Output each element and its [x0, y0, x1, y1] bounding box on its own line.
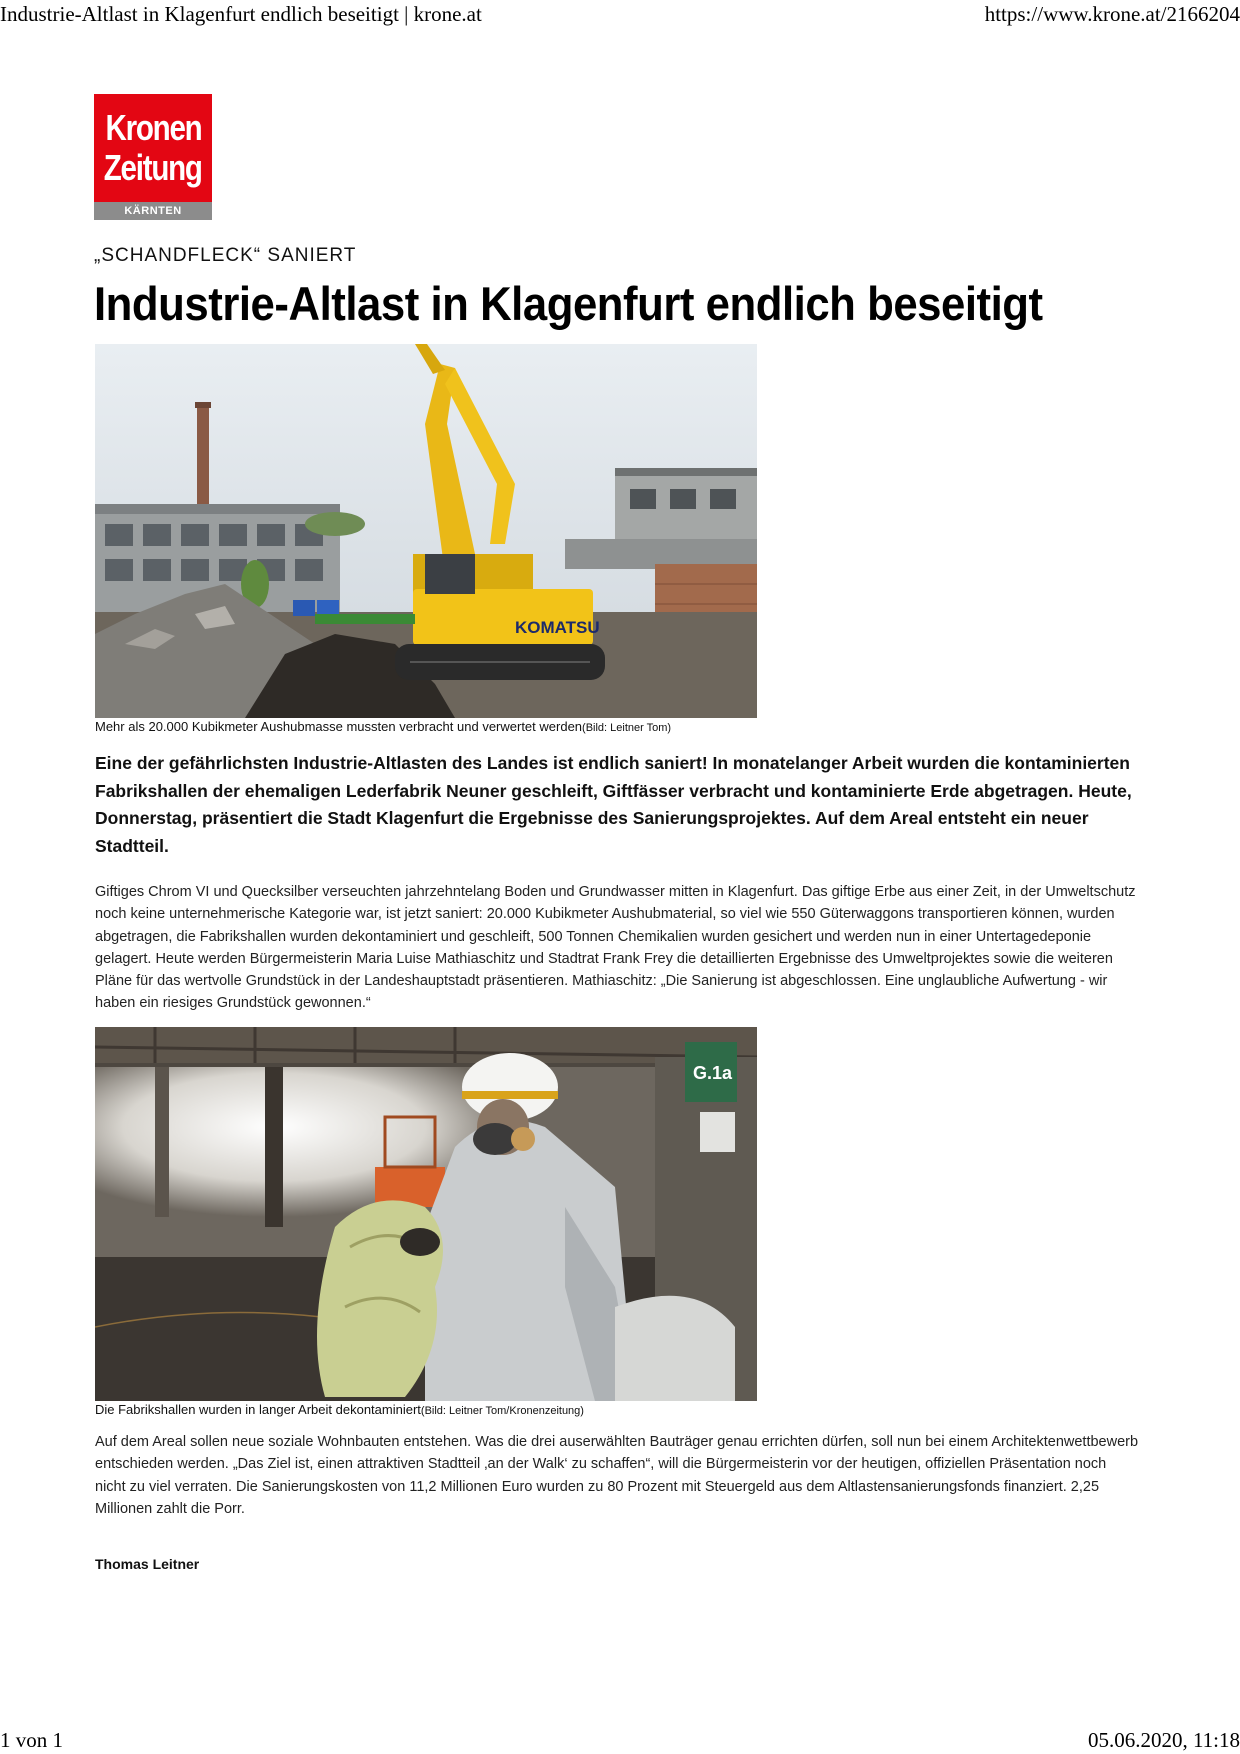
- image-caption-2: [95, 1402, 584, 1417]
- article-kicker: „SCHANDFLECK“ SANIERT: [94, 245, 357, 266]
- kronen-zeitung-logo[interactable]: [94, 94, 212, 220]
- caption-text: Mehr als 20.000 Kubikmeter Aushubmasse mussten verbracht und verwertet werden: [95, 719, 583, 734]
- wall-sign-text: G.1a: [693, 1063, 733, 1083]
- article-paragraph-2: Auf dem Areal sollen neue soziale Wohnbauten entstehen. Was die drei auserwählten Bauträger genau errichten dürfen, soll nun bei einem Architektenwettbewerb entschieden werden. „Das Ziel ist, einen attraktiven Stadtteil ‚an der Walk‘ zu schaffen“, will die Bürgermeisterin vor der heutigen, offiziellen Präsentation noch nicht zu viel verraten. Die Sanierungskosten von 11,2 Millionen Euro wurden zu 80 Prozent mit Steuergeld aus dem Altlastensanierungsfonds finanziert. 2,25 Millionen zahlt die Porr.: [95, 1434, 1139, 1517]
- caption-text: Die Fabrikshallen wurden in langer Arbeit dekontaminiert: [95, 1402, 421, 1417]
- logo-line-1: Kronen: [105, 107, 201, 148]
- article-author[interactable]: Thomas Leitner: [95, 1556, 200, 1572]
- print-footer-datetime: 05.06.2020, 11:18: [1087, 1728, 1240, 1752]
- article-image-excavator: [95, 344, 757, 718]
- logo-region-label: KÄRNTEN: [94, 202, 212, 220]
- image-caption-1: [95, 719, 671, 734]
- logo-wordmark: [94, 94, 212, 202]
- article-headline: Industrie-Altlast in Klagenfurt endlich beseitigt: [94, 277, 1043, 330]
- print-header-title: Industrie-Altlast in Klagenfurt endlich beseitigt | krone.at: [0, 2, 482, 26]
- print-footer-page: 1 von 1: [0, 1728, 63, 1752]
- caption-credit: (Bild: Leitner Tom): [582, 722, 672, 734]
- article-paragraph-1: Giftiges Chrom VI und Quecksilber verseuchten jahrzehntelang Boden und Grundwasser mitten in Klagenfurt. Das giftige Erbe aus einer Zeit, in der Umweltschutz noch keine unternehmerische Kategorie war, ist jetzt saniert: 20.000 Kubikmeter Aushubmaterial, so viel wie 550 Güterwaggons transportieren können, wurden abgetragen, die Fabrikshallen wurden dekontaminiert und geschleift, 500 Tonnen Chemikalien wurden gesichert und werden nun in einer Untertagedeponie gelagert. Heute werden Bürgermeisterin Maria Luise Mathiaschitz und Stadtrat Frank Frey die detaillierten Ergebnisse des Umweltprojektes sowie die weiteren Pläne für das wertvolle Grundstück in der Landeshauptstadt präsentieren. Mathiaschitz: „Die Sanierung ist abgeschlossen. Eine unglaubliche Aufwertung - wir haben ein riesiges Grundstück gewonnen.“: [95, 884, 1136, 1012]
- logo-line-2: Zeitung: [104, 147, 202, 188]
- article-image-decontamination-worker: [95, 1027, 757, 1401]
- article-lead: Eine der gefährlichsten Industrie-Altlasten des Landes ist endlich saniert! In monatelanger Arbeit wurden die kontaminierten Fabrikshallen der ehemaligen Lederfabrik Neuner geschleift, Giftfässer verbracht und kontaminierte Erde abgetragen. Heute, Donnerstag, präsentiert die Stadt Klagenfurt die Ergebnisse des Sanierungsprojektes. Auf dem Areal entsteht ein neuer Stadtteil.: [95, 753, 1132, 856]
- caption-credit: (Bild: Leitner Tom/Kronenzeitung): [420, 1405, 584, 1417]
- print-header-url: https://www.krone.at/2166204: [984, 2, 1240, 26]
- excavator-brand-text: KOMATSU: [515, 618, 600, 637]
